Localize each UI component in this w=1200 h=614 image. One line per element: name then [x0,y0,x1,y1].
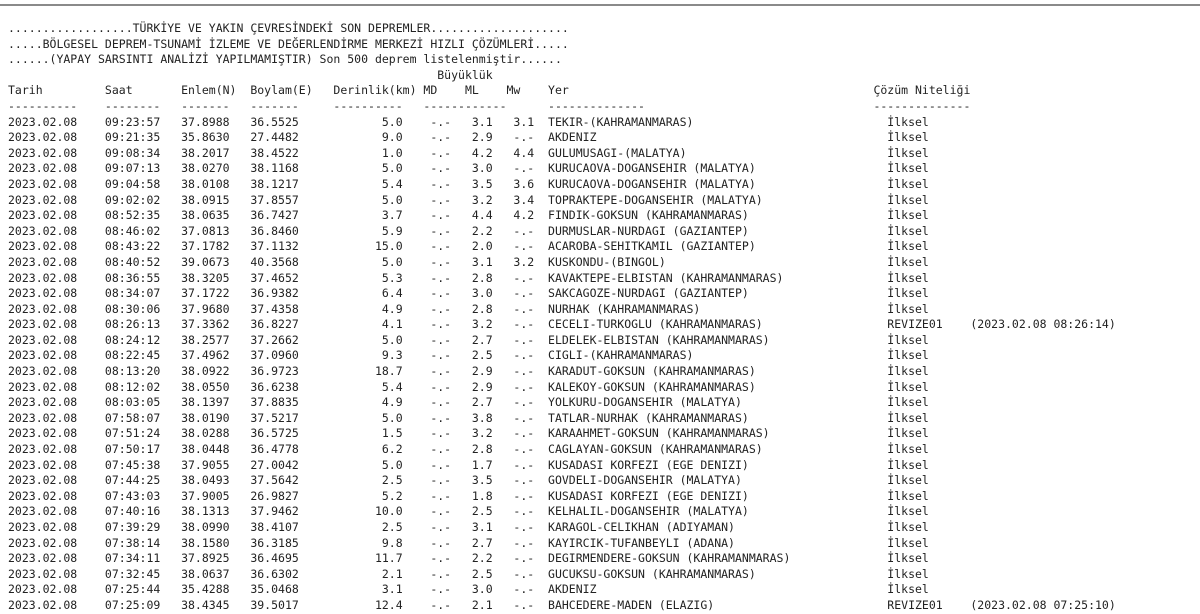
quake-row: 2023.02.08 08:46:02 37.0813 36.8460 5.9 -.- 2.2 -.- DURMUSLAR-NURDAGI (GAZIANTEP) İlksel [8,223,929,238]
quake-row: 2023.02.08 09:08:34 38.2017 38.4522 1.0 -.- 4.2 4.4 GULUMUSAGI-(MALATYA) İlksel [8,145,929,160]
quake-row: 2023.02.08 08:34:07 37.1722 36.9382 6.4 -.- 3.0 -.- SAKCAGOZE-NURDAGI (GAZIANTEP) İlksel [8,286,929,301]
quake-row: 2023.02.08 09:04:58 38.0108 38.1217 5.4 -.- 3.5 3.6 KURUCAOVA-DOGANSEHIR (MALATYA) İlksel [8,176,929,191]
quake-row: 2023.02.08 09:07:13 38.0270 38.1168 5.0 -.- 3.0 -.- KURUCAOVA-DOGANSEHIR (MALATYA) İlksel [8,161,929,176]
quake-row: 2023.02.08 08:52:35 38.0635 36.7427 3.7 -.- 4.4 4.2 FINDIK-GOKSUN (KAHRAMANMARAS) İlksel [8,208,929,223]
quake-row: 2023.02.08 07:25:44 35.4288 35.0468 3.1 -.- 3.0 -.- AKDENIZ İlksel [8,582,929,597]
quake-row: 2023.02.08 08:26:13 37.3362 36.8227 4.1 -.- 3.2 -.- CECELI-TURKOGLU (KAHRAMANMARAS) REVIZE01 (2023.02.08 08:26:14) [8,317,1116,332]
quake-row: 2023.02.08 07:45:38 37.9055 27.0042 5.0 -.- 1.7 -.- KUSADASI KORFEZI (EGE DENIZI) İlksel [8,457,929,472]
magnitude-group-header: Büyüklük [8,67,493,82]
quake-row: 2023.02.08 07:44:25 38.0493 37.5642 2.5 -.- 3.5 -.- GOVDELI-DOGANSEHIR (MALATYA) İlksel [8,473,929,488]
quake-row: 2023.02.08 09:02:02 38.0915 37.8557 5.0 -.- 3.2 3.4 TOPRAKTEPE-DOGANSEHIR (MALATYA) İlksel [8,192,929,207]
quake-row: 2023.02.08 07:25:09 38.4345 39.5017 12.4 -.- 2.1 -.- BAHCEDERE-MADEN (ELAZIG) REVIZE01 (2023.02.08 07:25:10) [8,597,1116,612]
quake-row: 2023.02.08 07:51:24 38.0288 36.5725 1.5 -.- 3.2 -.- KARAAHMET-GOKSUN (KAHRAMANMARAS) İlksel [8,426,929,441]
quake-row: 2023.02.08 08:30:06 37.9680 37.4358 4.9 -.- 2.8 -.- NURHAK (KAHRAMANMARAS) İlksel [8,301,929,316]
quake-table-body [8,115,1116,614]
quake-row: 2023.02.08 08:12:02 38.0550 36.6238 5.4 -.- 2.9 -.- KALEKOY-GOKSUN (KAHRAMANMARAS) İlksel [8,379,929,394]
column-headers: Tarih Saat Enlem(N) Boylam(E) Derinlik(km) MD ML Mw Yer Çözüm Niteliği [8,83,971,98]
quake-row: 2023.02.08 07:50:17 38.0448 36.4778 6.2 -.- 2.8 -.- CAGLAYAN-GOKSUN (KAHRAMANMARAS) İlksel [8,442,929,457]
header-subtitle: .....BÖLGESEL DEPREM-TSUNAMİ İZLEME VE DEĞERLENDİRME MERKEZİ HIZLI ÇÖZÜMLERİ..... [8,36,569,51]
quake-row: 2023.02.08 07:39:29 38.0990 38.4107 2.5 -.- 3.1 -.- KARAGOL-CELIKHAN (ADIYAMAN) İlksel [8,520,929,534]
quake-row: 2023.02.08 07:32:45 38.0637 36.6302 2.1 -.- 2.5 -.- GUCUKSU-GOKSUN (KAHRAMANMARAS) İlksel [8,566,929,581]
quake-row: 2023.02.08 08:03:05 38.1397 37.8835 4.9 -.- 2.7 -.- YOLKURU-DOGANSEHIR (MALATYA) İlksel [8,395,929,410]
quake-row: 2023.02.08 09:23:57 37.8988 36.5525 5.0 -.- 3.1 3.1 TEKIR-(KAHRAMANMARAS) İlksel [8,114,929,129]
quake-row: 2023.02.08 07:40:16 38.1313 37.9462 10.0 -.- 2.5 -.- KELHALIL-DOGANSEHIR (MALATYA) İlksel [8,504,929,519]
header-title: ..................TÜRKİYE VE YAKIN ÇEVRESİNDEKİ SON DEPREMLER.................... [8,21,569,35]
quake-row: 2023.02.08 08:36:55 38.3205 37.4652 5.3 -.- 2.8 -.- KAVAKTEPE-ELBISTAN (KAHRAMANMARAS) İlksel [8,270,929,285]
column-underline: ---------- -------- ------- ------- ---------- ------------ -------------- -------------- [8,98,971,113]
quake-row: 2023.02.08 07:58:07 38.0190 37.5217 5.0 -.- 3.8 -.- TATLAR-NURHAK (KAHRAMANMARAS) İlksel [8,410,929,425]
quake-row: 2023.02.08 07:38:14 38.1580 36.3185 9.8 -.- 2.7 -.- KAYIRCIK-TUFANBEYLI (ADANA) İlksel [8,535,929,550]
quake-row: 2023.02.08 08:40:52 39.0673 40.3568 5.0 -.- 3.1 3.2 KUSKONDU-(BINGOL) İlksel [8,254,929,269]
header-note: ......(YAPAY SARSINTI ANALİZİ YAPILMAMIŞTIR) Son 500 deprem listelenmiştir...... [8,52,562,67]
quake-row: 2023.02.08 08:43:22 37.1782 37.1132 15.0 -.- 2.0 -.- ACAROBA-SEHITKAMIL (GAZIANTEP) İlksel [8,239,929,254]
quake-row: 2023.02.08 07:34:11 37.8925 36.4695 11.7 -.- 2.2 -.- DEGIRMENDERE-GOKSUN (KAHRAMANMARAS) İlksel [8,551,929,566]
quake-row: 2023.02.08 08:24:12 38.2577 37.2662 5.0 -.- 2.7 -.- ELDELEK-ELBISTAN (KAHRAMANMARAS) İlksel [8,332,929,347]
quake-row: 2023.02.08 07:43:03 37.9005 26.9827 5.2 -.- 1.8 -.- KUSADASI KORFEZI (EGE DENIZI) İlksel [8,488,929,503]
top-divider [0,4,1200,6]
quake-row: 2023.02.08 08:22:45 37.4962 37.0960 9.3 -.- 2.5 -.- CIGLI-(KAHRAMANMARAS) İlksel [8,348,929,363]
quake-row: 2023.02.08 09:21:35 35.8630 27.4482 9.0 -.- 2.9 -.- AKDENIZ İlksel [8,130,929,145]
earthquake-listing [8,21,1116,614]
quake-row: 2023.02.08 08:13:20 38.0922 36.9723 18.7 -.- 2.9 -.- KARADUT-GOKSUN (KAHRAMANMARAS) İlksel [8,364,929,379]
